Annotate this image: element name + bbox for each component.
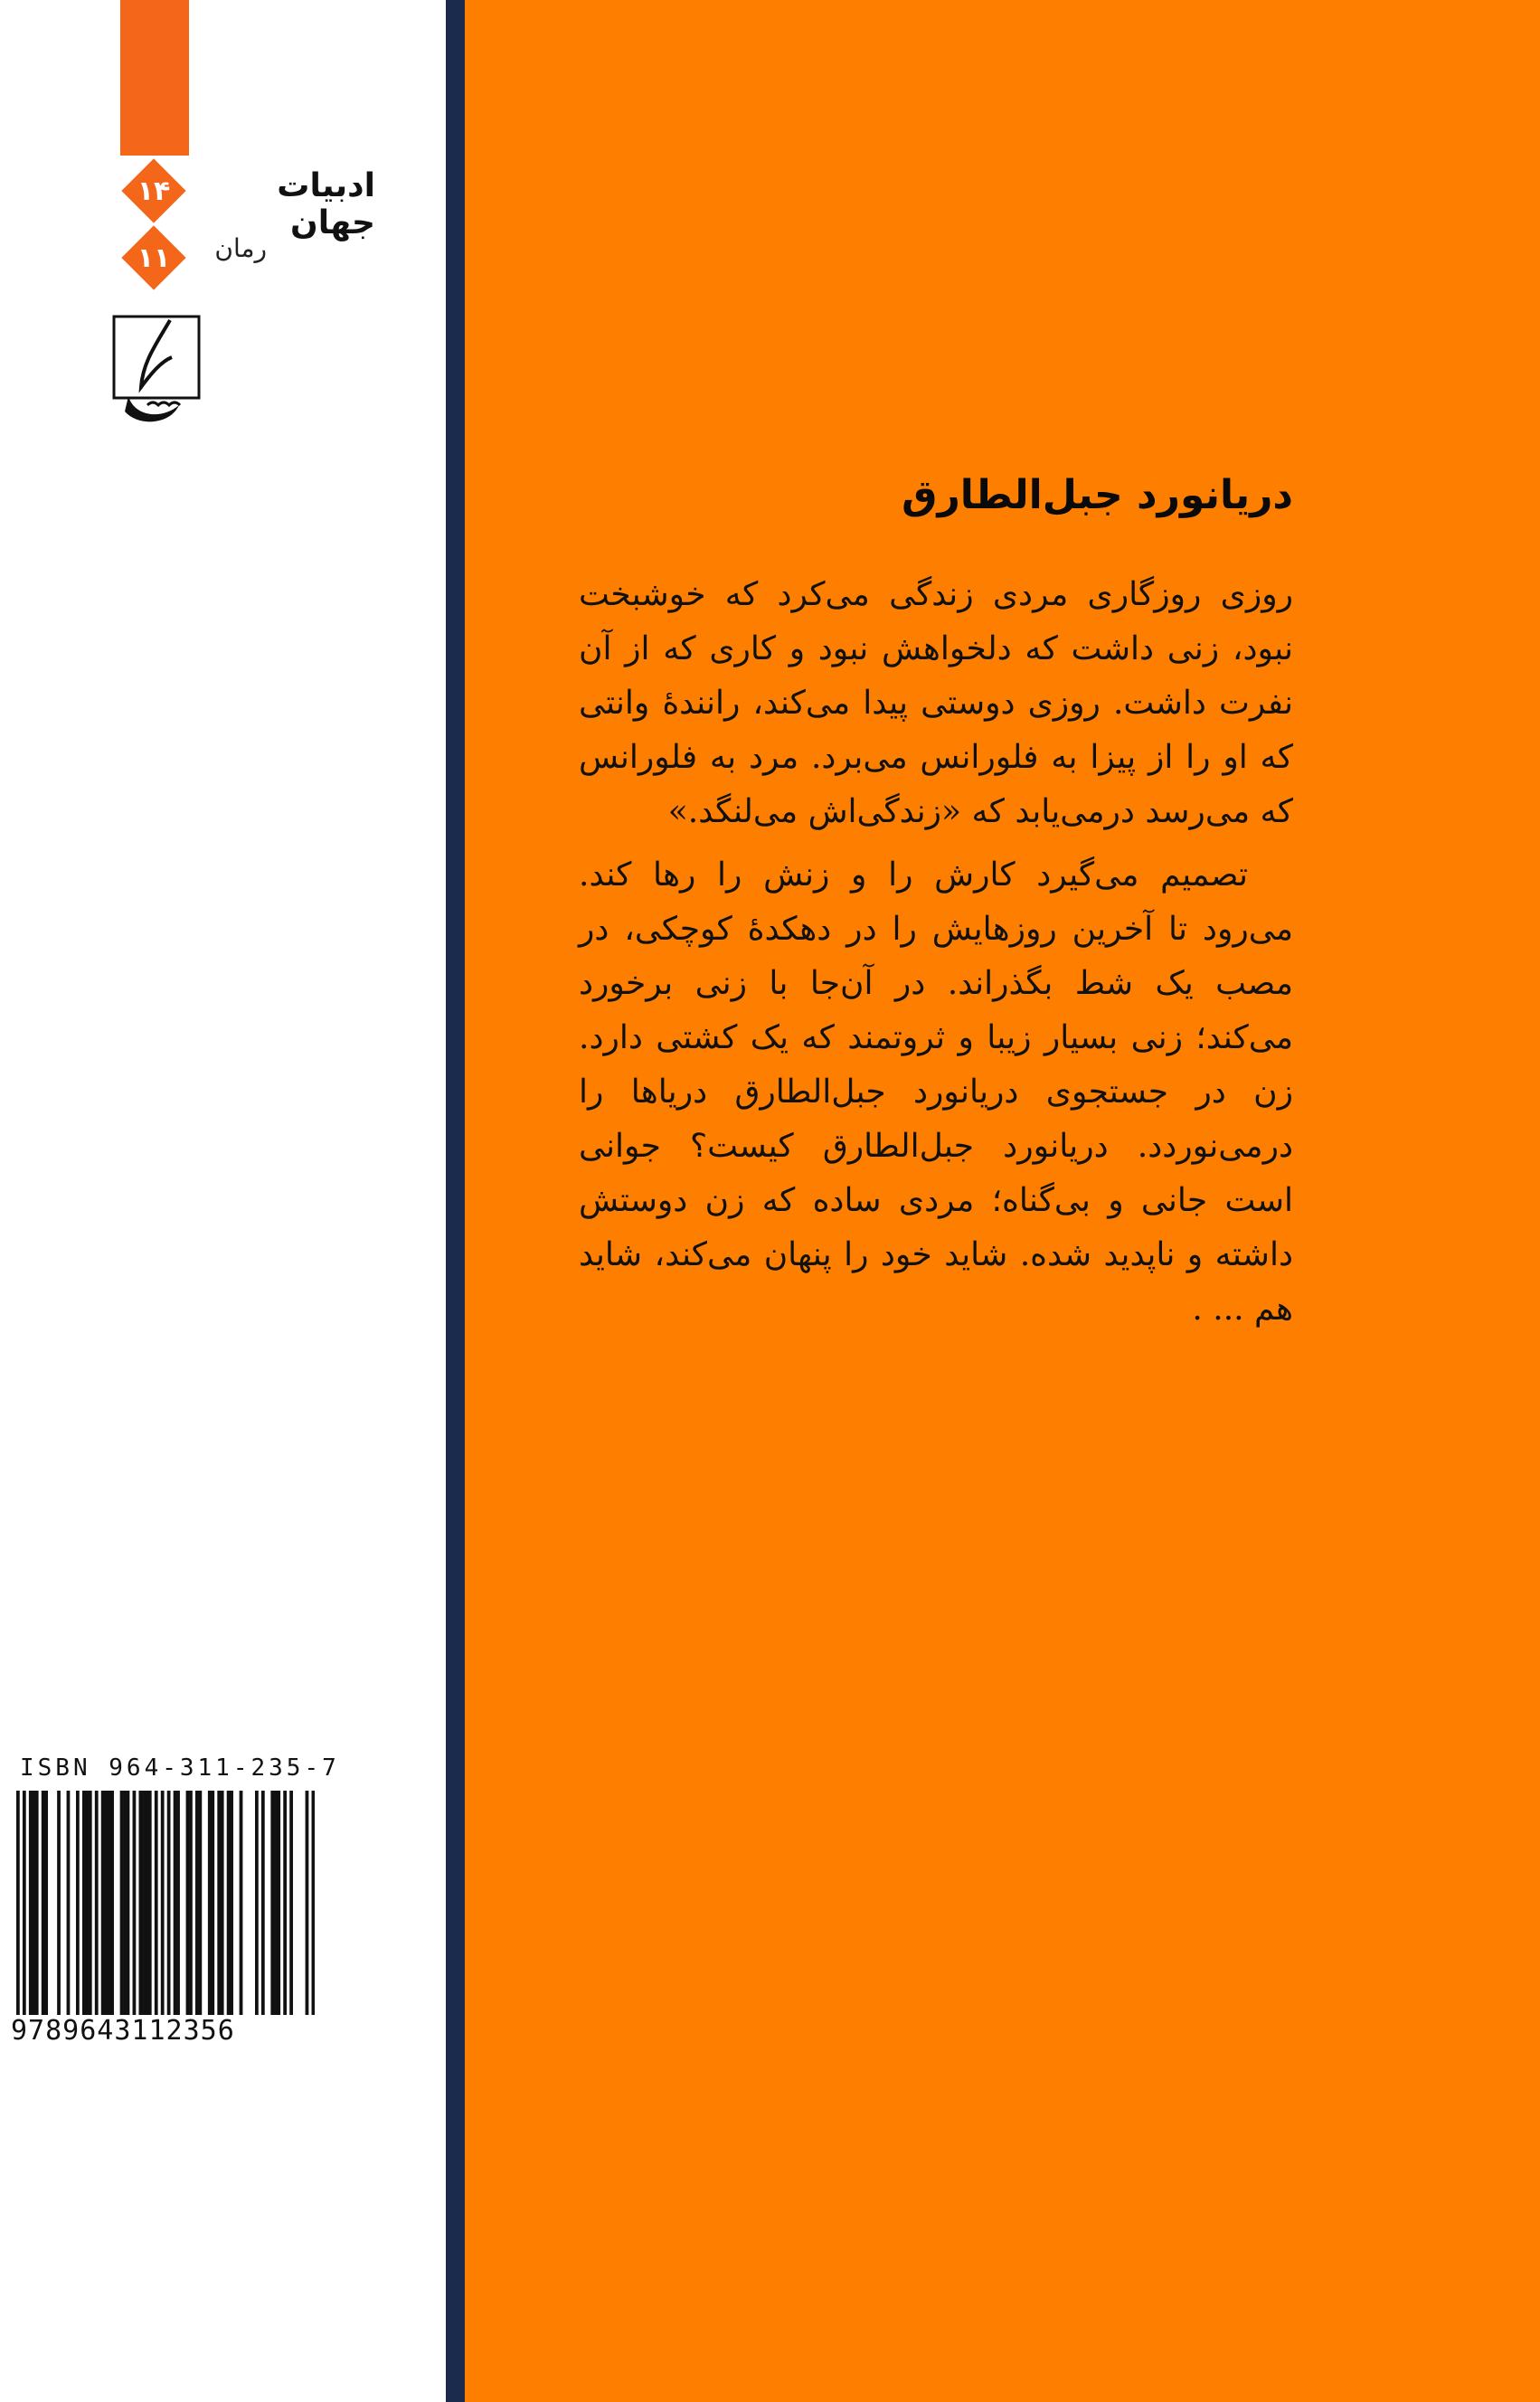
genre-number-badge: [122, 226, 185, 289]
barcode-bar: [148, 1791, 152, 2017]
barcode-bar: [108, 1791, 111, 2017]
barcode-bar: [230, 1791, 233, 2017]
barcode-bar: [127, 1791, 130, 2017]
barcode-bar: [306, 1791, 309, 2017]
barcode-bar: [312, 1791, 315, 2017]
synopsis-paragraph: روزی روزگاری مردی زندگی می‌کرد که خوشبخت نبود، زنی داشت که دلخواهش نبود و کاری که از آن نفرت داشت. روزی دوستی پیدا می‌کند، رانندهٔ وانتی که او را از پیزا به فلورانس می‌برد. مرد به فلورانس که می‌رسد درمی‌یابد که «زندگی‌اش می‌لنگد.»: [579, 576, 1293, 830]
barcode-bar: [133, 1791, 137, 2017]
barcode-bar: [270, 1791, 274, 2017]
barcode-digits: 9789643112356: [11, 2015, 318, 2047]
genre-number: ۱۱: [137, 241, 171, 274]
barcode-bar: [211, 1791, 214, 2017]
barcode-bar: [176, 1791, 180, 2017]
barcode-bar: [123, 1791, 127, 2017]
series-title: ادبیات جهان: [277, 167, 375, 241]
barcode-bar: [95, 1791, 99, 2017]
isbn-label: ISBN 964-311-235-7: [20, 1754, 340, 1782]
barcode-bar: [261, 1791, 265, 2017]
barcode-bar: [85, 1791, 89, 2017]
barcode-bar: [101, 1791, 105, 2017]
barcode-bar: [120, 1791, 124, 2017]
barcode-bar: [29, 1791, 33, 2017]
series-number-badge: [122, 159, 185, 222]
barcode-bar: [44, 1791, 48, 2017]
barcode-bar: [110, 1791, 114, 2017]
barcode-bar: [142, 1791, 146, 2017]
genre-label: رمان: [214, 233, 267, 263]
series-number: ۱۴: [137, 175, 171, 207]
barcode-bar: [221, 1791, 224, 2017]
book-title: دریانورد جبل‌الطارق: [902, 472, 1293, 518]
barcode-bar: [67, 1791, 71, 2017]
barcode-bar: [42, 1791, 45, 2017]
barcode-bar: [186, 1791, 190, 2017]
barcode-bar: [76, 1791, 80, 2017]
synopsis-paragraph: تصمیم می‌گیرد کارش را و زنش را رها کند. می‌رود تا آخرین روزهایش را در دهکدهٔ کوچکی، در مصب یک شط بگذراند. در آن‌جا با زنی برخورد می‌کند؛ زنی بسیار زیبا و ثروتمند که یک کشتی دارد. زن در جستجوی دریانورد جبل‌الطارق دریاها را درمی‌نوردد. دریانورد جبل‌الطارق کیست؟ جوانی است جانی و بی‌گناه؛ مردی ساده که زن دوستش داشته و ناپدید شده. شاید خود را پنهان می‌کند، شاید هم ... .: [579, 856, 1293, 1328]
barcode-bar: [167, 1791, 171, 2017]
barcode-bar: [283, 1791, 287, 2017]
barcode-bar: [104, 1791, 108, 2017]
barcode: [16, 1791, 315, 2035]
barcode-bar: [255, 1791, 259, 2017]
series-color-strip: [120, 0, 189, 156]
barcode-bar: [289, 1791, 293, 2017]
barcode-bar: [227, 1791, 231, 2017]
barcode-bar: [161, 1791, 165, 2017]
synopsis: [579, 568, 1293, 1346]
barcode-bar: [89, 1791, 92, 2017]
barcode-bar: [198, 1791, 202, 2017]
barcode-bar: [174, 1791, 177, 2017]
barcode-bar: [23, 1791, 26, 2017]
barcode-bar: [217, 1791, 221, 2017]
barcode-bar: [208, 1791, 212, 2017]
barcode-bar: [274, 1791, 278, 2017]
barcode-bar: [32, 1791, 35, 2017]
barcode-bar: [138, 1791, 142, 2017]
barcode-bar: [189, 1791, 193, 2017]
barcode-bar: [16, 1791, 20, 2017]
spine-divider-bar: [446, 0, 465, 2402]
publisher-seal-icon: [107, 307, 206, 434]
barcode-bar: [277, 1791, 280, 2017]
barcode-bar: [195, 1791, 199, 2017]
barcode-bar: [57, 1791, 61, 2017]
barcode-bar: [35, 1791, 39, 2017]
barcode-bar: [240, 1791, 243, 2017]
barcode-bar: [155, 1791, 158, 2017]
barcode-bar: [145, 1791, 148, 2017]
barcode-bar: [82, 1791, 86, 2017]
